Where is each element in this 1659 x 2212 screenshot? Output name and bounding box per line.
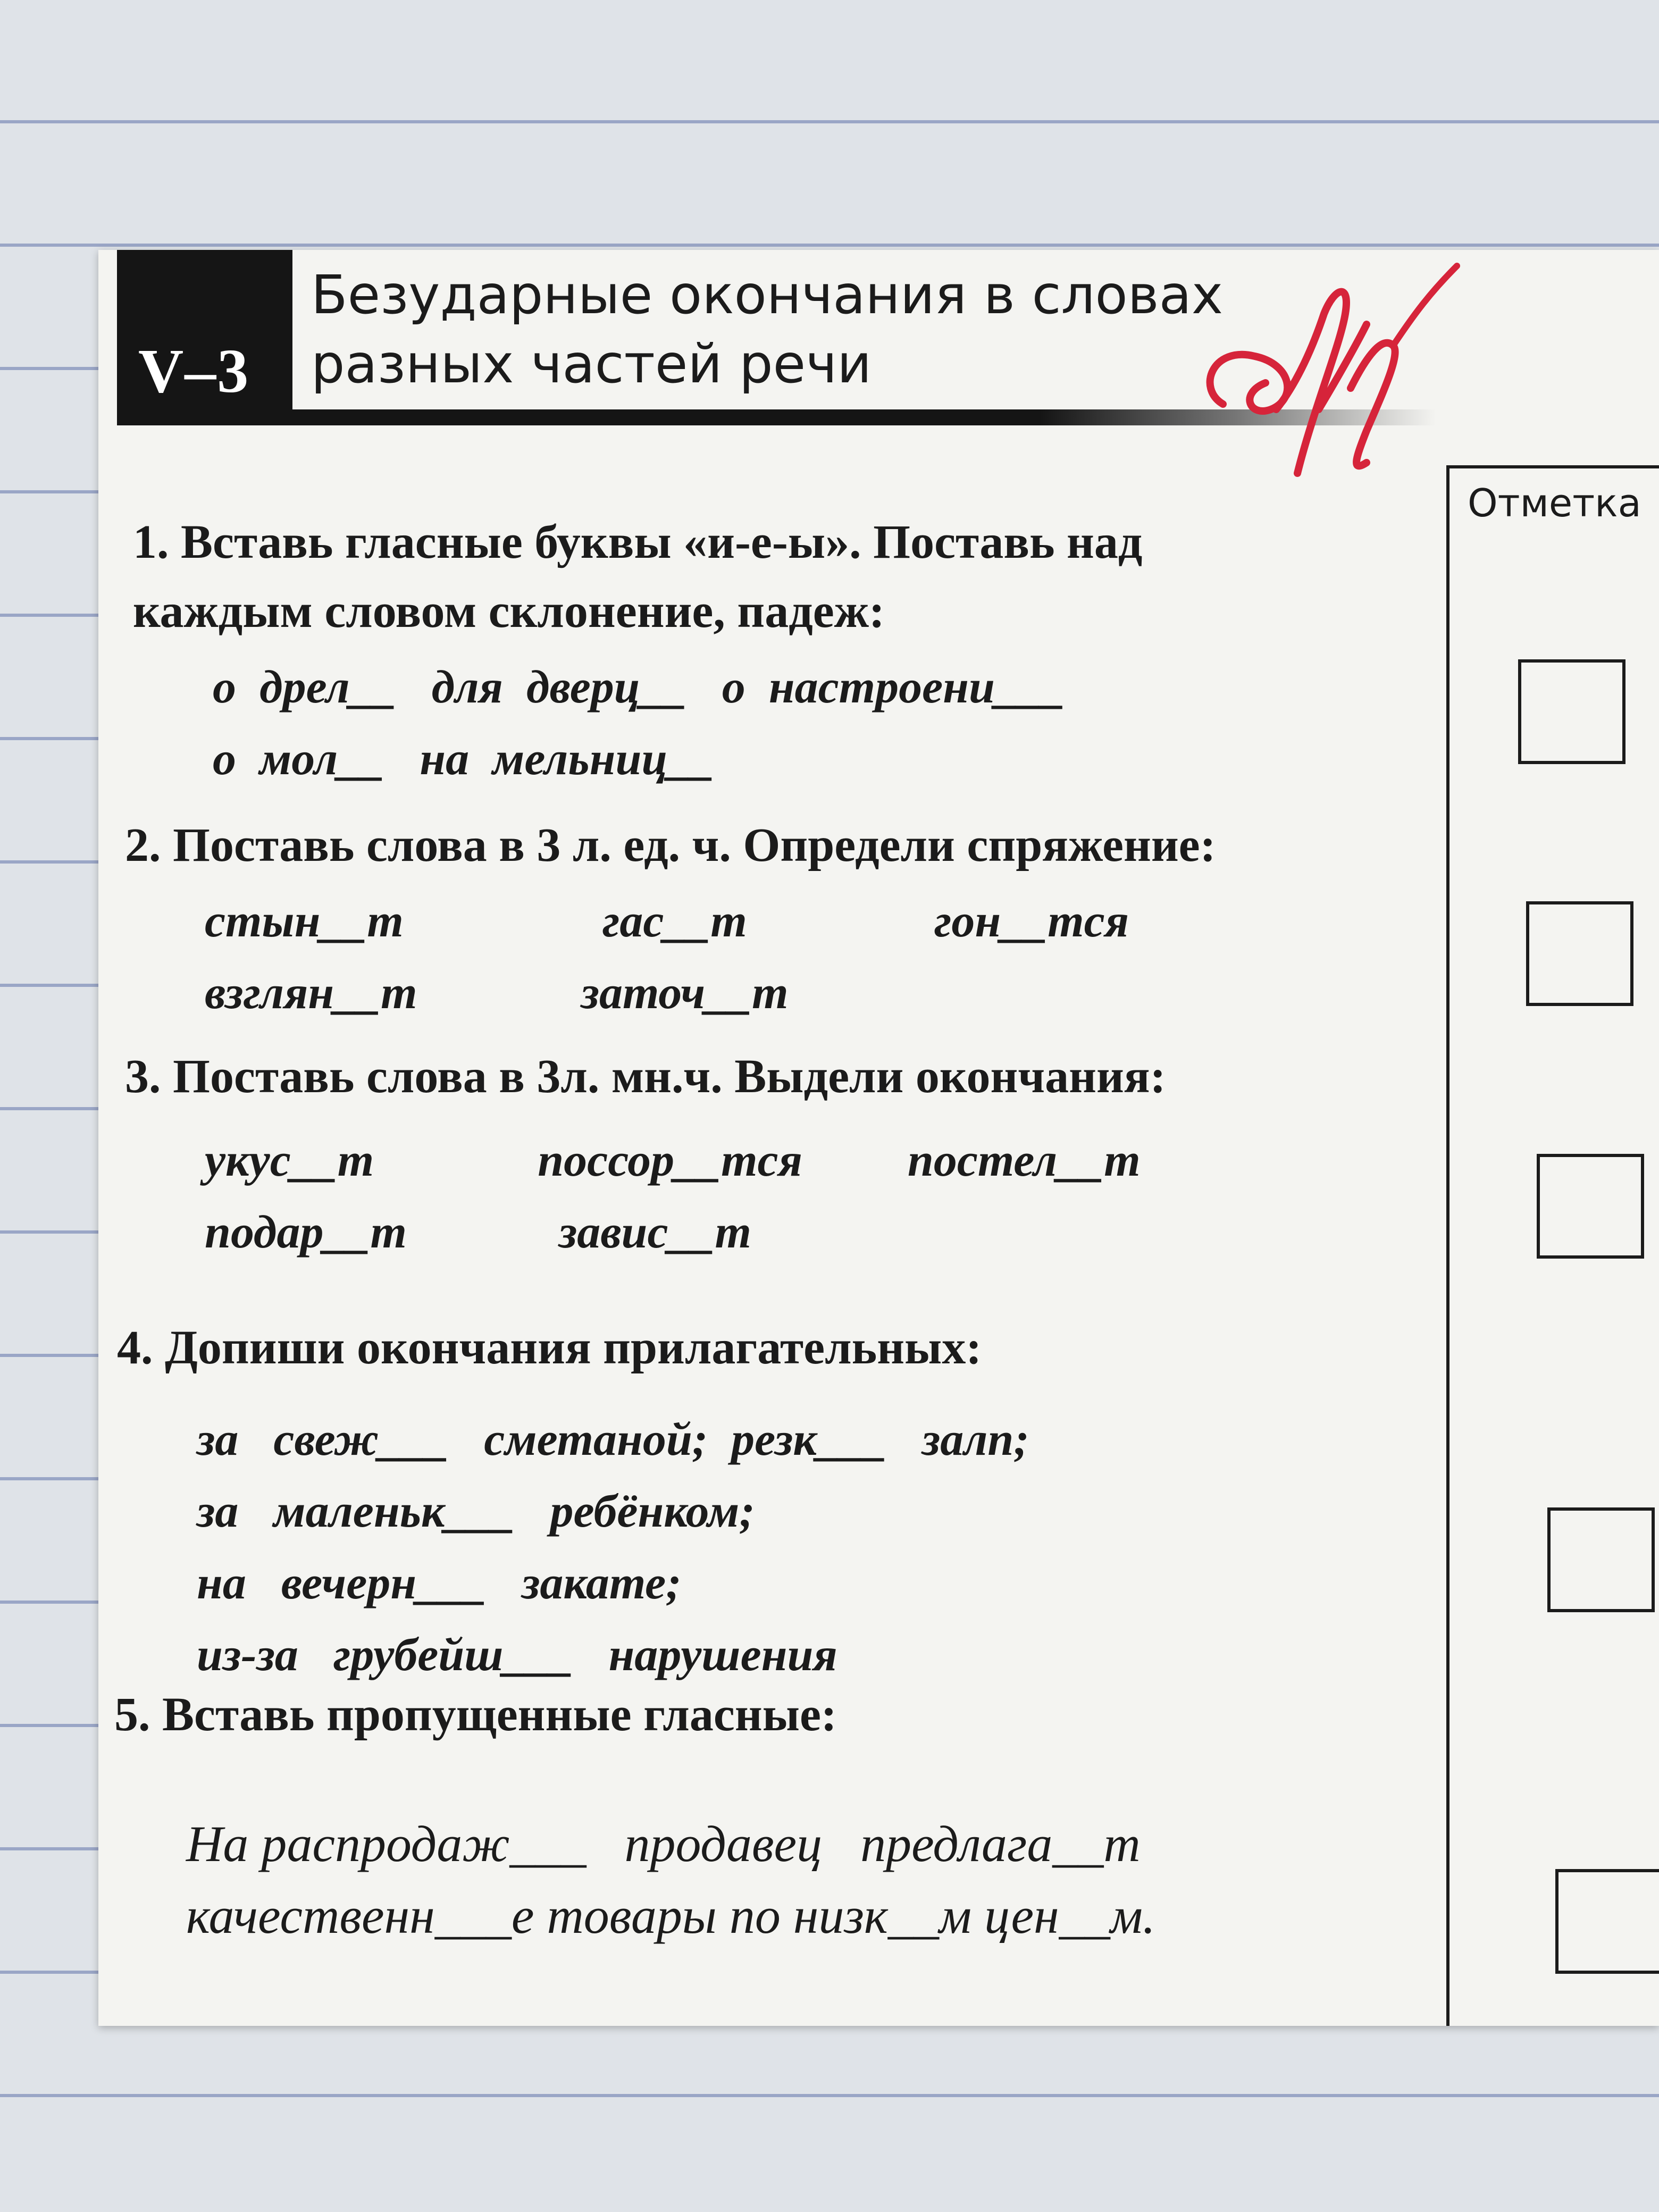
task-heading: 5. Вставь пропущенные гласные:: [114, 1688, 837, 1741]
word-row: из-за грубейш___ нарушения: [197, 1629, 837, 1681]
title-line-2: разных частей речи: [311, 333, 872, 395]
task-heading: 1. Вставь гласные буквы «и-е-ы». Поставь над каждым словом склонение, падеж:: [133, 516, 1143, 638]
word-row: о дрел__ для дверц__ о настроени___: [213, 661, 1065, 713]
word-row: взглян__т заточ__т: [205, 967, 789, 1019]
mark-box-1[interactable]: [1518, 659, 1626, 764]
word-row: о мол__ на мельниц__: [213, 733, 715, 785]
worksheet-title: [311, 261, 1223, 399]
task-4: [117, 1313, 1029, 1691]
mark-box-5[interactable]: [1555, 1869, 1659, 1974]
task-1: [133, 508, 1142, 795]
task-3: [125, 1042, 1166, 1268]
task-heading: 3. Поставь слова в 3л. мн.ч. Выдели окончания:: [125, 1050, 1166, 1103]
task-5: [114, 1680, 1155, 1951]
teacher-red-mark: [1191, 250, 1468, 526]
mark-box-3[interactable]: [1537, 1154, 1644, 1259]
task-2: [125, 811, 1216, 1029]
variant-badge-label: V–3: [138, 336, 250, 406]
title-line-1: Безударные окончания в словах: [311, 264, 1224, 326]
word-row: качественн___е товары по низк__м цен__м.: [186, 1887, 1155, 1944]
task-heading: 4. Допиши окончания прилагательных:: [117, 1321, 982, 1374]
word-row: стын__т гас__т гон__тся: [205, 895, 1129, 947]
mark-box-4[interactable]: [1547, 1507, 1655, 1612]
mark-column-header: Отметка: [1446, 465, 1659, 534]
mark-box-2[interactable]: [1526, 901, 1633, 1006]
word-row: за маленьк___ ребёнком;: [197, 1486, 755, 1537]
word-row: на вечерн___ закате;: [197, 1557, 682, 1609]
word-row: за свеж___ сметаной; резк___ залп;: [197, 1414, 1029, 1465]
word-row: На распродаж___ продавец предлага__т: [186, 1815, 1141, 1872]
word-row: подар__т завис__т: [205, 1206, 751, 1258]
word-row: укус__т поссор__тся постел__т: [205, 1135, 1141, 1186]
task-heading: 2. Поставь слова в 3 л. ед. ч. Определи спряжение:: [125, 819, 1216, 872]
variant-badge: [117, 250, 292, 425]
